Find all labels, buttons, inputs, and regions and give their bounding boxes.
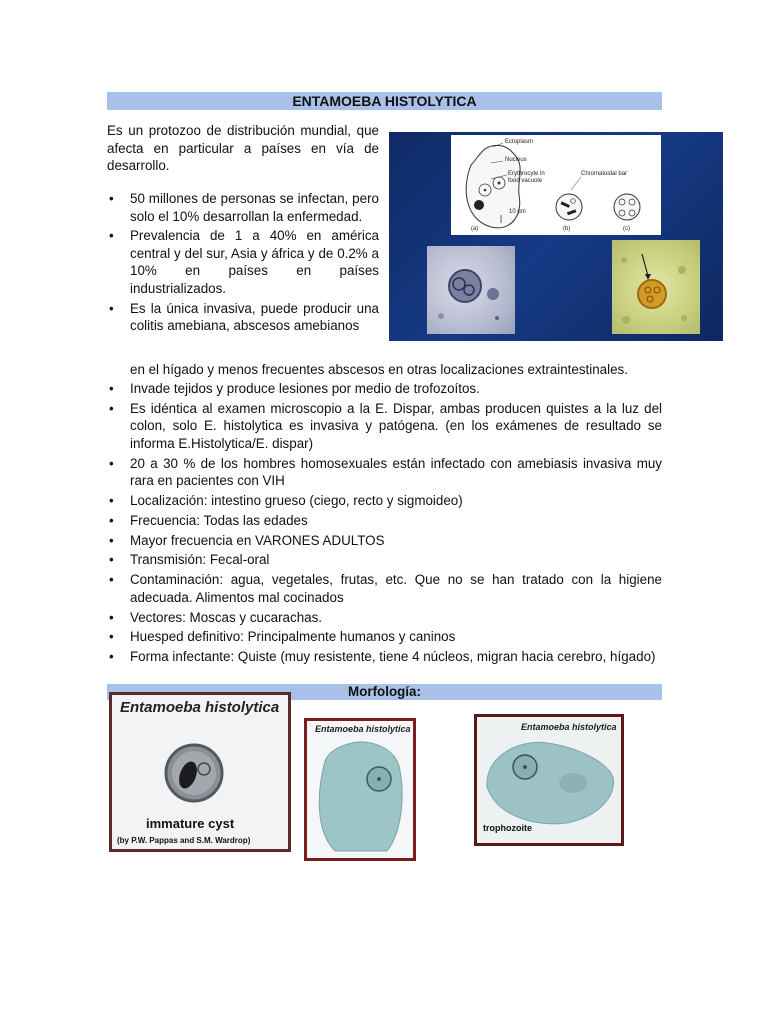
bullet-item: • Es idéntica al examen microscopio a la E. Dispar, ambas producen quistes a la luz del colon, solo E. histolytica es invasiva y patógena. (en los exámenes de resultado se informa E.Histolytica/E. dispar) <box>107 400 662 453</box>
cyst-micrograph <box>427 246 515 334</box>
bullet-item: • Mayor frecuencia en VARONES ADULTOS <box>107 532 662 550</box>
trophozoite-photo-1 <box>304 718 416 861</box>
diagram-label-a: (a) <box>471 226 479 232</box>
cyst-micrograph-drawing <box>427 246 515 334</box>
bullet-item: • Contaminación: agua, vegetales, frutas, etc. Que no se han tratado con la higiene adecuada. Alimentos mal cocinados <box>107 571 662 606</box>
diagram-label-chromatoidal: Chromatoidal bar <box>581 171 628 177</box>
photo-credit: (by P.W. Pappas and S.M. Wardrop) <box>117 836 251 845</box>
amoeba-diagram-drawing <box>451 135 661 235</box>
bullet-continuation: en el hígado y menos frecuentes abscesos en otras localizaciones extraintestinales. <box>130 362 628 377</box>
bullet-item: • Vectores: Moscas y cucarachas. <box>107 609 662 627</box>
bullet-item: • Forma infectante: Quiste (muy resistente, tiene 4 núcleos, migran hacia cerebro, hígado) <box>107 648 662 666</box>
trophozoite-photo-2 <box>474 714 624 846</box>
diagram-label-erythrocyte: Erythrocyte in food vacuole <box>508 171 545 184</box>
bullet-item: • Es la única invasiva, puede producir una colitis amebiana, abscesos amebianos <box>107 300 379 335</box>
diagram-label-b: (b) <box>563 226 571 232</box>
bullet-item: • 50 millones de personas se infectan, pero solo el 10% desarrollan la enfermedad. <box>107 190 379 225</box>
bullet-item: • Localización: intestino grueso (ciego, recto y sigmoideo) <box>107 492 662 510</box>
bullet-item: • Prevalencia de 1 a 40% en américa central y del sur, Asia y áfrica y de 0.2% a 10% en países en países industrializados. <box>107 227 379 297</box>
amoeba-slide-image <box>389 132 723 341</box>
morphology-header: Morfología: <box>107 684 662 700</box>
intro-paragraph: Es un protozoo de distribución mundial, que afecta en particular a países en vía de desarrollo. <box>107 123 379 174</box>
immature-cyst-photo <box>109 692 291 852</box>
diagram-label-ectoplasm: Ectoplasm <box>505 139 534 145</box>
document-title: ENTAMOEBA HISTOLYTICA <box>107 92 662 110</box>
photo-caption: immature cyst <box>146 816 235 831</box>
bullet-item: • Frecuencia: Todas las edades <box>107 512 662 530</box>
bullet-item: • Huesped definitivo: Principalmente humanos y caninos <box>107 628 662 646</box>
trophozoite-drawing-1 <box>307 721 413 858</box>
diagram-label-scale: 10 µm <box>509 209 526 215</box>
diagram-label-c: (c) <box>623 226 630 232</box>
stained-cyst-drawing <box>612 240 700 334</box>
amoeba-diagram <box>451 135 661 235</box>
photo-caption: trophozoite <box>483 823 532 833</box>
photo-title: Entamoeba histolytica <box>120 699 280 716</box>
diagram-label-nucleus: Nucleus <box>505 157 527 163</box>
photo-title: Entamoeba histolytica <box>521 722 617 732</box>
bullet-list-bottom <box>107 380 662 668</box>
photo-title: Entamoeba histolytica <box>315 724 411 734</box>
bullet-list-top <box>107 190 379 335</box>
bullet-item: • 20 a 30 % de los hombres homosexuales están infectado con amebiasis invasiva muy rara en pacientes con VIH <box>107 455 662 490</box>
stained-cyst-micrograph <box>612 240 700 334</box>
bullet-item: • Invade tejidos y produce lesiones por medio de trofozoítos. <box>107 380 662 398</box>
bullet-item: • Transmisión: Fecal-oral <box>107 551 662 569</box>
